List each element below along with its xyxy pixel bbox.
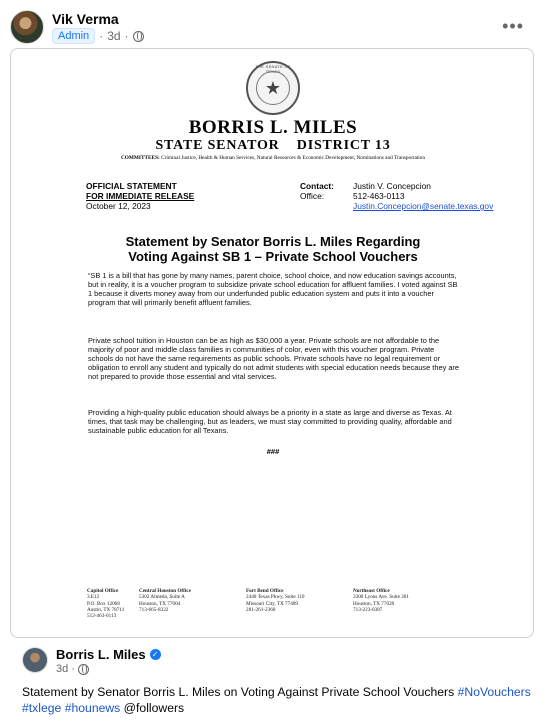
contact-email-link: Justin.Concepcion@senate.texas.gov [353,201,494,211]
press-release-image[interactable] [11,49,534,638]
end-mark: ### [266,447,280,456]
shared-author-name[interactable]: Borris L. Miles [56,647,146,662]
office-northeast [353,588,463,619]
office-line: 713-223-0387 [353,606,383,613]
hashtag-link[interactable]: #txlege [22,701,62,715]
office-row [300,191,493,201]
shared-post-time[interactable]: 3d [56,663,69,675]
office-line: 713-665-8322 [139,606,169,613]
committees-text: Criminal Justice, Health & Human Services, Natural Resources & Economic Development, Nominations and Transportation [161,155,426,161]
office-line: Missouri City, TX 77489 [246,600,299,607]
statement-info [86,181,194,211]
title-line-1: Statement by Senator Borris L. Miles Regarding [125,234,421,249]
office-capitol [87,588,139,619]
office-line: Houston, TX 77004 [139,600,181,607]
email-spacer [300,201,353,211]
shared-post-card[interactable] [10,48,534,638]
separator-dot: · [71,663,75,675]
contact-label: Contact: [300,181,334,191]
body-paragraph-3: Providing a high-quality public education should always be a priority in a state as large and diverse as Texas. At times, that task may be challenging, but as leaders, we must stay committed to providing quality, affordable and sustainable public education for all Texans. [88,408,452,436]
role-badge: Admin [52,28,95,44]
senate-seal-icon [246,61,300,115]
office-line: 2440 Texas Pkwy, Suite 110 [246,594,305,601]
district-line: STATE SENATOR DISTRICT 13 [155,138,391,153]
release-date: October 12, 2023 [86,201,151,211]
office-name: Fort Bend Office [246,588,284,594]
avatar[interactable] [10,10,44,44]
post-meta [52,28,144,44]
star-icon: ★ [264,78,282,99]
committees-label: COMMITTEES: [120,155,160,161]
contact-row [300,181,493,191]
separator-dot: · [99,29,104,43]
office-line: 3300 Lyons Ave. Suite 301 [353,594,409,601]
caption-text: Statement by Senator Borris L. Miles on Voting Against Private School Vouchers [22,685,458,699]
office-name: Central Houston Office [139,588,191,594]
office-footer [87,588,487,619]
senator-name: BORRIS L. MILES [188,117,358,138]
office-line: 3.E12 [87,594,100,601]
office-fort-bend [246,588,353,619]
post-author-name[interactable]: Vik Verma [52,11,119,27]
post-caption [22,684,532,716]
statement-title [11,234,534,264]
shared-post-meta [56,663,89,675]
separator-dot: · [124,29,129,43]
body-paragraph-1: “SB 1 is a bill that has gone by many names, parent choice, school choice, and now education savings accounts, but in reality, it is a voucher program to subsidize private school education for affluent families. I voted against SB 1 because it diverts money away from our underfunded public education system and puts it into a voucher program that will primarily benefit affluent families. [88,271,458,308]
release-line: FOR IMMEDIATE RELEASE [86,191,195,201]
post-time[interactable]: 3d [107,29,121,43]
globe-icon [78,664,89,675]
hashtag-link[interactable]: #NoVouchers [457,685,531,699]
office-line: 5302 Almeda, Suite A [139,594,185,601]
office-name: Capitol Office [87,588,119,594]
email-row [300,201,493,211]
more-options-button[interactable]: ••• [502,16,524,36]
committees-line [11,155,534,161]
title-line-2: Voting Against SB 1 – Private School Vouchers [128,249,418,264]
office-name: Northeast Office [353,588,390,594]
office-label: Office: [300,191,325,201]
office-line: P.O. Box 12068 [87,600,120,607]
verified-badge-icon: ✓ [150,649,161,660]
office-phone: 512-463-0113 [353,191,405,201]
office-central-houston [139,588,246,619]
mention-link[interactable]: @followers [123,701,185,715]
office-line: Austin, TX 78711 [87,606,125,613]
seal-inner-ring [256,71,290,105]
body-paragraph-2: Private school tuition in Houston can be as high as $30,000 a year. Private schools are not affordable to the majority of poor and middle class families in communities of color, even with this voucher program. Private schools do not have the same requirements as public schools. Private schools have no legal requirement or obligation to enroll any student and typically do not admit students with special education needs because they are not prepared to provide those essential and vital services. [88,336,460,382]
seal-ring-text: THE SENATE OF TEXAS [255,64,291,74]
avatar[interactable] [22,647,48,673]
office-line: 281-261-2360 [246,606,276,613]
office-line: 512-463-0113 [87,613,117,620]
contact-name: Justin V. Concepcion [353,181,431,191]
contact-info [300,181,493,211]
globe-icon [133,31,144,42]
shared-post-header [22,645,522,679]
statement-type: OFFICIAL STATEMENT [86,181,177,191]
office-line: Houston, TX 77020 [353,600,395,607]
shared-author [56,647,161,662]
hashtag-link[interactable]: #hounews [64,701,121,715]
post-header [10,8,534,44]
